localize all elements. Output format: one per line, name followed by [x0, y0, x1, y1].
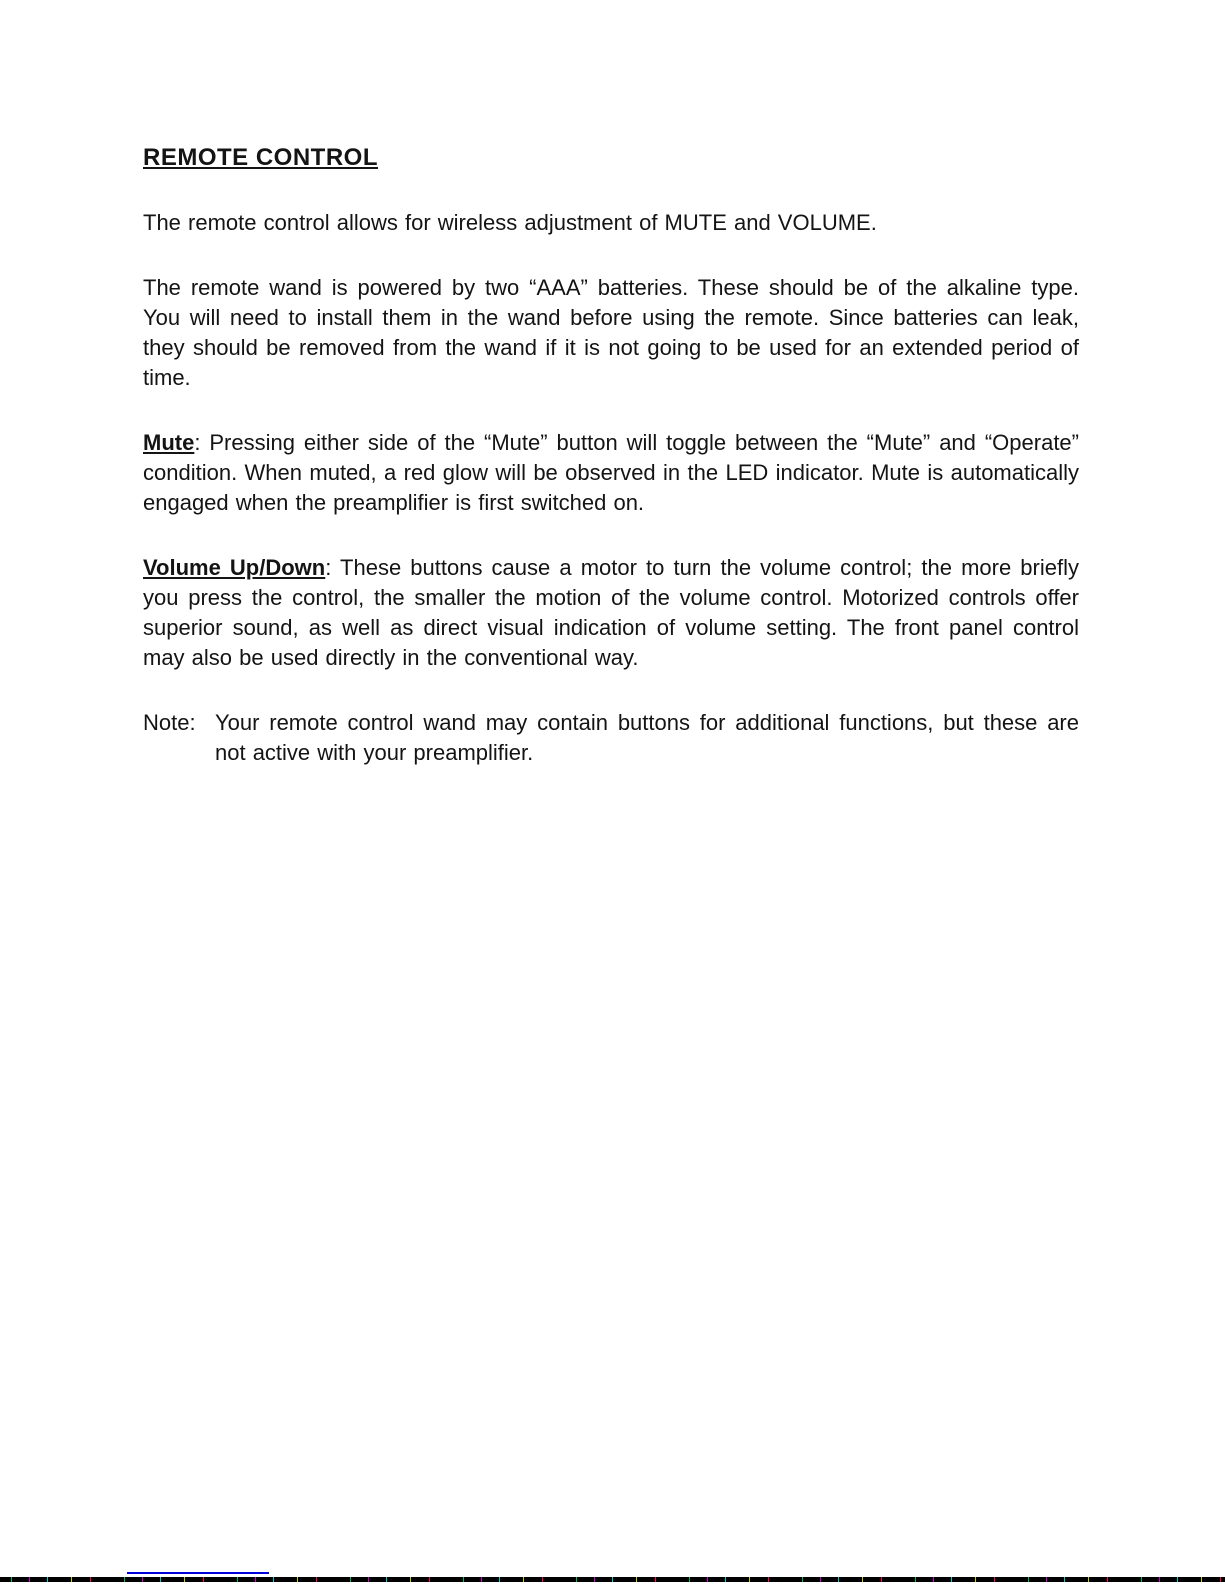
volume-text: : These buttons cause a motor to turn the volume control; the more briefly you press the control, the smaller the motion of the volume control. Motorized controls offer superior sound, as well as direct visual indication of volume setting. The front panel control may also be used directly in the conventional way. [143, 555, 1079, 670]
note-paragraph [143, 708, 1079, 768]
volume-label: Volume Up/Down [143, 555, 326, 580]
mute-paragraph [143, 428, 1079, 518]
note-label: Note: [143, 710, 196, 735]
note-text: Your remote control wand may contain buttons for additional functions, but these are not active with your preamplifier. [215, 710, 1079, 765]
page-content [143, 144, 1079, 803]
footer-underline-artifact [127, 1572, 269, 1574]
scan-edge-noise-band [0, 1577, 1225, 1582]
page-title: REMOTE CONTROL [143, 144, 378, 171]
batteries-paragraph: The remote wand is powered by two “AAA” batteries. These should be of the alkaline type. You will need to install them in the wand before using the remote. Since batteries can leak, they should be removed from the wand if it is not going to be used for an extended period of time. [143, 275, 1079, 390]
intro-paragraph: The remote control allows for wireless adjustment of MUTE and VOLUME. [143, 210, 877, 235]
mute-text: : Pressing either side of the “Mute” button will toggle between the “Mute” and “Operate” condition. When muted, a red glow will be observed in the LED indicator. Mute is automatically engaged when the preamplifier is first switched on. [143, 430, 1079, 515]
mute-label: Mute [143, 430, 195, 455]
volume-paragraph [143, 553, 1079, 673]
